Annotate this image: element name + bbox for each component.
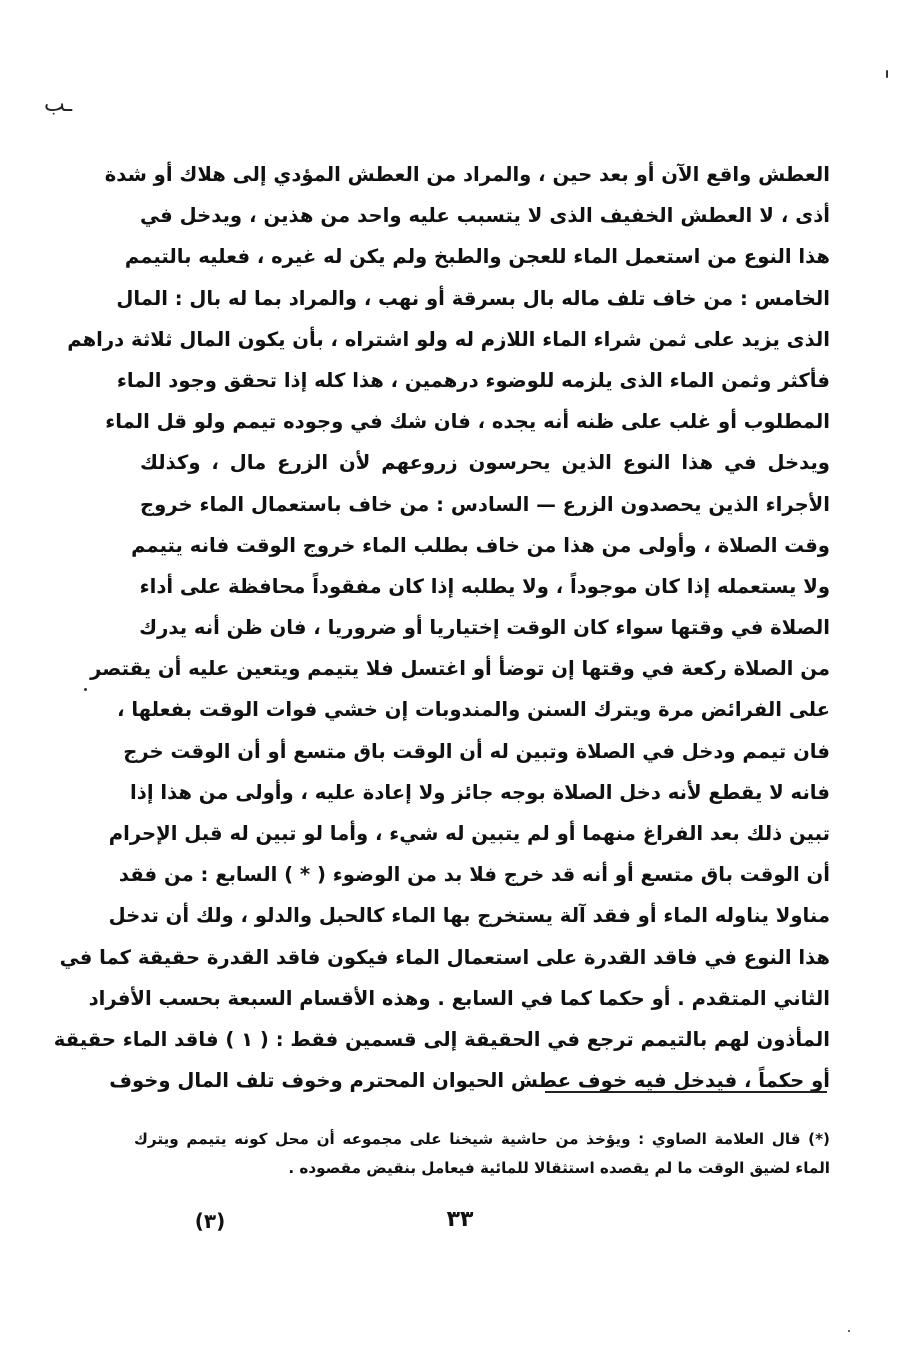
scan-speck <box>84 688 87 691</box>
text-line: وقت الصلاة ، وأولى من هذا من خاف بطلب الماء خروج الوقت فانه يتيمم <box>131 533 830 557</box>
footnote-line: الماء لضيق الوقت ما لم يقصده استثقالا للمائية فيعامل بنقيض مقصوده . <box>288 1159 830 1177</box>
footnote-divider <box>545 1091 827 1093</box>
main-text <box>53 154 830 1101</box>
text-line: من الصلاة ركعة في وقتها إن توضأ أو اغتسل فلا يتيمم ويتعين عليه أن يقتصر <box>90 657 830 681</box>
text-line: أن الوقت باق متسع أو أنه قد خرج فلا بد من الوضوء ( * ) السابع : من فقد <box>118 863 830 887</box>
signature-mark: (٣) <box>194 1209 226 1233</box>
footnote <box>134 1125 830 1183</box>
text-line: الخامس : من خاف تلف ماله بال بسرقة أو نهب ، والمراد بما له بال : المال <box>116 286 830 310</box>
text-line: ولا يستعمله إذا كان موجوداً ، ولا يطلبه إذا كان مفقوداً محافظة على أداء <box>139 574 830 598</box>
text-line: أو حكماً ، فيدخل فيه خوف عطش الحيوان المحترم وخوف تلف المال وخوف <box>109 1069 830 1093</box>
text-line: الثاني المتقدم . أو حكما كما في السابع . وهذه الأقسام السبعة بحسب الأفراد <box>88 986 830 1010</box>
text-line: العطش واقع الآن أو بعد حين ، والمراد من العطش المؤدي إلى هلاك أو شدة <box>104 163 830 186</box>
footnote-line: (*) قال العلامة الصاوي : ويؤخذ من حاشية شيخنا على مجموعه أن محل كونه يتيمم ويترك <box>134 1130 830 1148</box>
text-line: الذى يزيد على ثمن شراء الماء اللازم له ولو اشتراه ، بأن يكون المال ثلاثة دراهم <box>67 327 830 351</box>
corner-mark: ـب <box>44 92 73 117</box>
text-line: الأجراء الذين يحصدون الزرع — السادس : من خاف باستعمال الماء خروج <box>140 492 830 516</box>
text-line: على الفرائض مرة ويترك السنن والمندوبات إن خشي فوات الوقت بفعلها ، <box>117 698 830 722</box>
text-line: مناولا يناوله الماء أو فقد آلة يستخرج بها الماء كالحبل والدلو ، ولك أن تدخل <box>108 904 830 928</box>
page-number: ٣٣ <box>446 1207 474 1232</box>
text-line: ويدخل في هذا النوع الذين يحرسون زروعهم لأن الزرع مال ، وكذلك <box>140 451 830 475</box>
text-line: أذى ، لا العطش الخفيف الذى لا يتسبب عليه واحد من هذين ، ويدخل في <box>140 204 830 228</box>
scan-speck <box>848 1330 850 1332</box>
text-line: المطلوب أو غلب على ظنه أنه يجده ، فان شك في وجوده تيمم ولو قل الماء <box>105 410 830 434</box>
text-line: المأذون لهم بالتيمم ترجع في الحقيقة إلى قسمين فقط : ( ١ ) فاقد الماء حقيقة <box>53 1027 830 1051</box>
text-line: فانه لا يقطع لأنه دخل الصلاة بوجه جائز ولا إعادة عليه ، وأولى من هذا إذا <box>130 780 830 804</box>
scan-speck <box>886 70 888 78</box>
text-line: الصلاة في وقتها سواء كان الوقت إختياريا أو ضروريا ، فان ظن أنه يدرك <box>139 616 830 640</box>
text-line: فأكثر وثمن الماء الذى يلزمه للوضوء درهمين ، هذا كله إذا تحقق وجود الماء <box>116 368 830 392</box>
text-line: تبين ذلك بعد الفراغ منهما أو لم يتبين له شيء ، وأما لو تبين له قبل الإحرام <box>108 822 830 845</box>
text-line: هذا النوع من استعمل الماء للعجن والطبخ ولم يكن له غيره ، فعليه بالتيمم <box>124 245 830 269</box>
text-line: فان تيمم ودخل في الصلاة وتبين له أن الوقت باق متسع أو أن الوقت خرج <box>123 739 830 763</box>
text-line: هذا النوع في فاقد القدرة على استعمال الماء فيكون فاقد القدرة حقيقة كما في <box>59 945 830 969</box>
